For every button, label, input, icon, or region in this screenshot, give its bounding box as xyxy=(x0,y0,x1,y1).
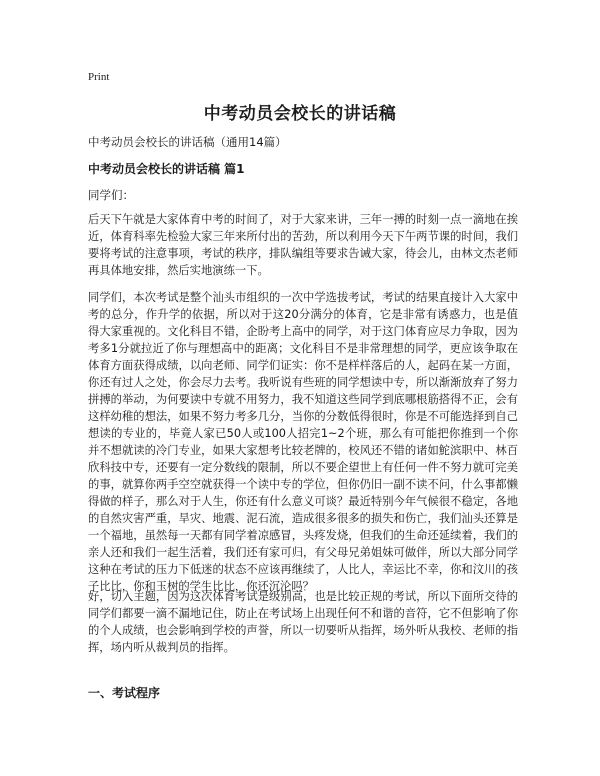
paragraph-2: 同学们，本次考试是整个汕头市组织的一次中学选拔考试，考试的结果直接计入大家中考的总分，作升学的依据，所以对于这20分满分的体育，它是非常有诱惑力，也是值得大家重视的。文化科目不错，企盼考上高中的同学，对于这门体育应尽力争取，因为考多1分就拉近了你与理想高中的距离；文化科目不是非常理想的同学，更应该争取在体育方面获得成绩，以向老师、同学们证实：你不是样样落后的人，起码在某一方面，你还有过人之处，你会尽力去考。我听说有些班的同学想读中专，所以渐渐放弃了努力拼搏的举动，为何要读中专就不用努力，我不知道这些同学到底哪根筋搭得不正，会有这样幼稚的想法，如果不努力考多几分，当你的分数低得很时，你是不可能选择到自己想读的专业的，毕竟人家已50人或100人招完1~2个班，那么有可能把你推到一个你并不想就读的冷门专业，如果大家想考比较老牌的，校风还不错的诸如鮀滨职中、林百欣科技中专，还要有一定分数线的限制，所以不要企望世上有任何一件不努力就可完美的事，就算你两手空空就获得一个读中专的学位，但你仍旧一副不读不问，什么事都懒得做的样子，那么对于人生，你还有什么意义可谈？最近特别今年气候很不稳定，各地的自然灾害严重，旱灾、地震、泥石流，造成很多很多的损失和伤亡，我们汕头还算是一个福地，虽然每一天都有同学着凉感冒，头疼发烧，但我们的生命还延续着，我们的亲人还和我们一起生活着，我们还有家可归，有父母兄弟姐妹可做伴，所以大部分同学这种在考试的压力下低迷的状态不应该再继续了，人比人，幸运比不幸，你和汶川的孩子比比，你和玉树的学生比比，你还沉沦吗？ xyxy=(88,291,518,593)
paragraph-3: 好，切入主题，因为这次体育考试是级别高，也是比较正规的考试，所以下面所交待的同学们都要一滴不漏地记住，防止在考试场上出现任何不和谐的音符，它不但影响了你的个人成绩，也会影响到学校的声誉，所以一切要听从指挥，场外听从我校、老师的指挥，场内听从裁判员的指挥。 xyxy=(88,590,518,654)
section-heading: 中考动员会校长的讲话稿 篇1 xyxy=(88,162,245,176)
paragraph-1: 后天下午就是大家体育中考的时间了，对于大家来讲，三年一搏的时刻一点一滴地在挨近，体育科率先检验大家三年来所付出的苦劲，所以利用今天下午两节课的时间，我们要将考试的注意事项，考试的秩序，排队编组等要求告诫大家，待会儿，由林文杰老师再具体地安排，然后实地演练一下。 xyxy=(88,213,518,277)
page-title: 中考动员会校长的讲话稿 xyxy=(203,104,397,124)
salutation: 同学们： xyxy=(88,188,134,202)
print-label: Print xyxy=(88,71,110,83)
document-subtitle: 中考动员会校长的讲话稿（通用14篇） xyxy=(88,135,287,149)
subsection-heading: 一、考试程序 xyxy=(88,686,161,700)
